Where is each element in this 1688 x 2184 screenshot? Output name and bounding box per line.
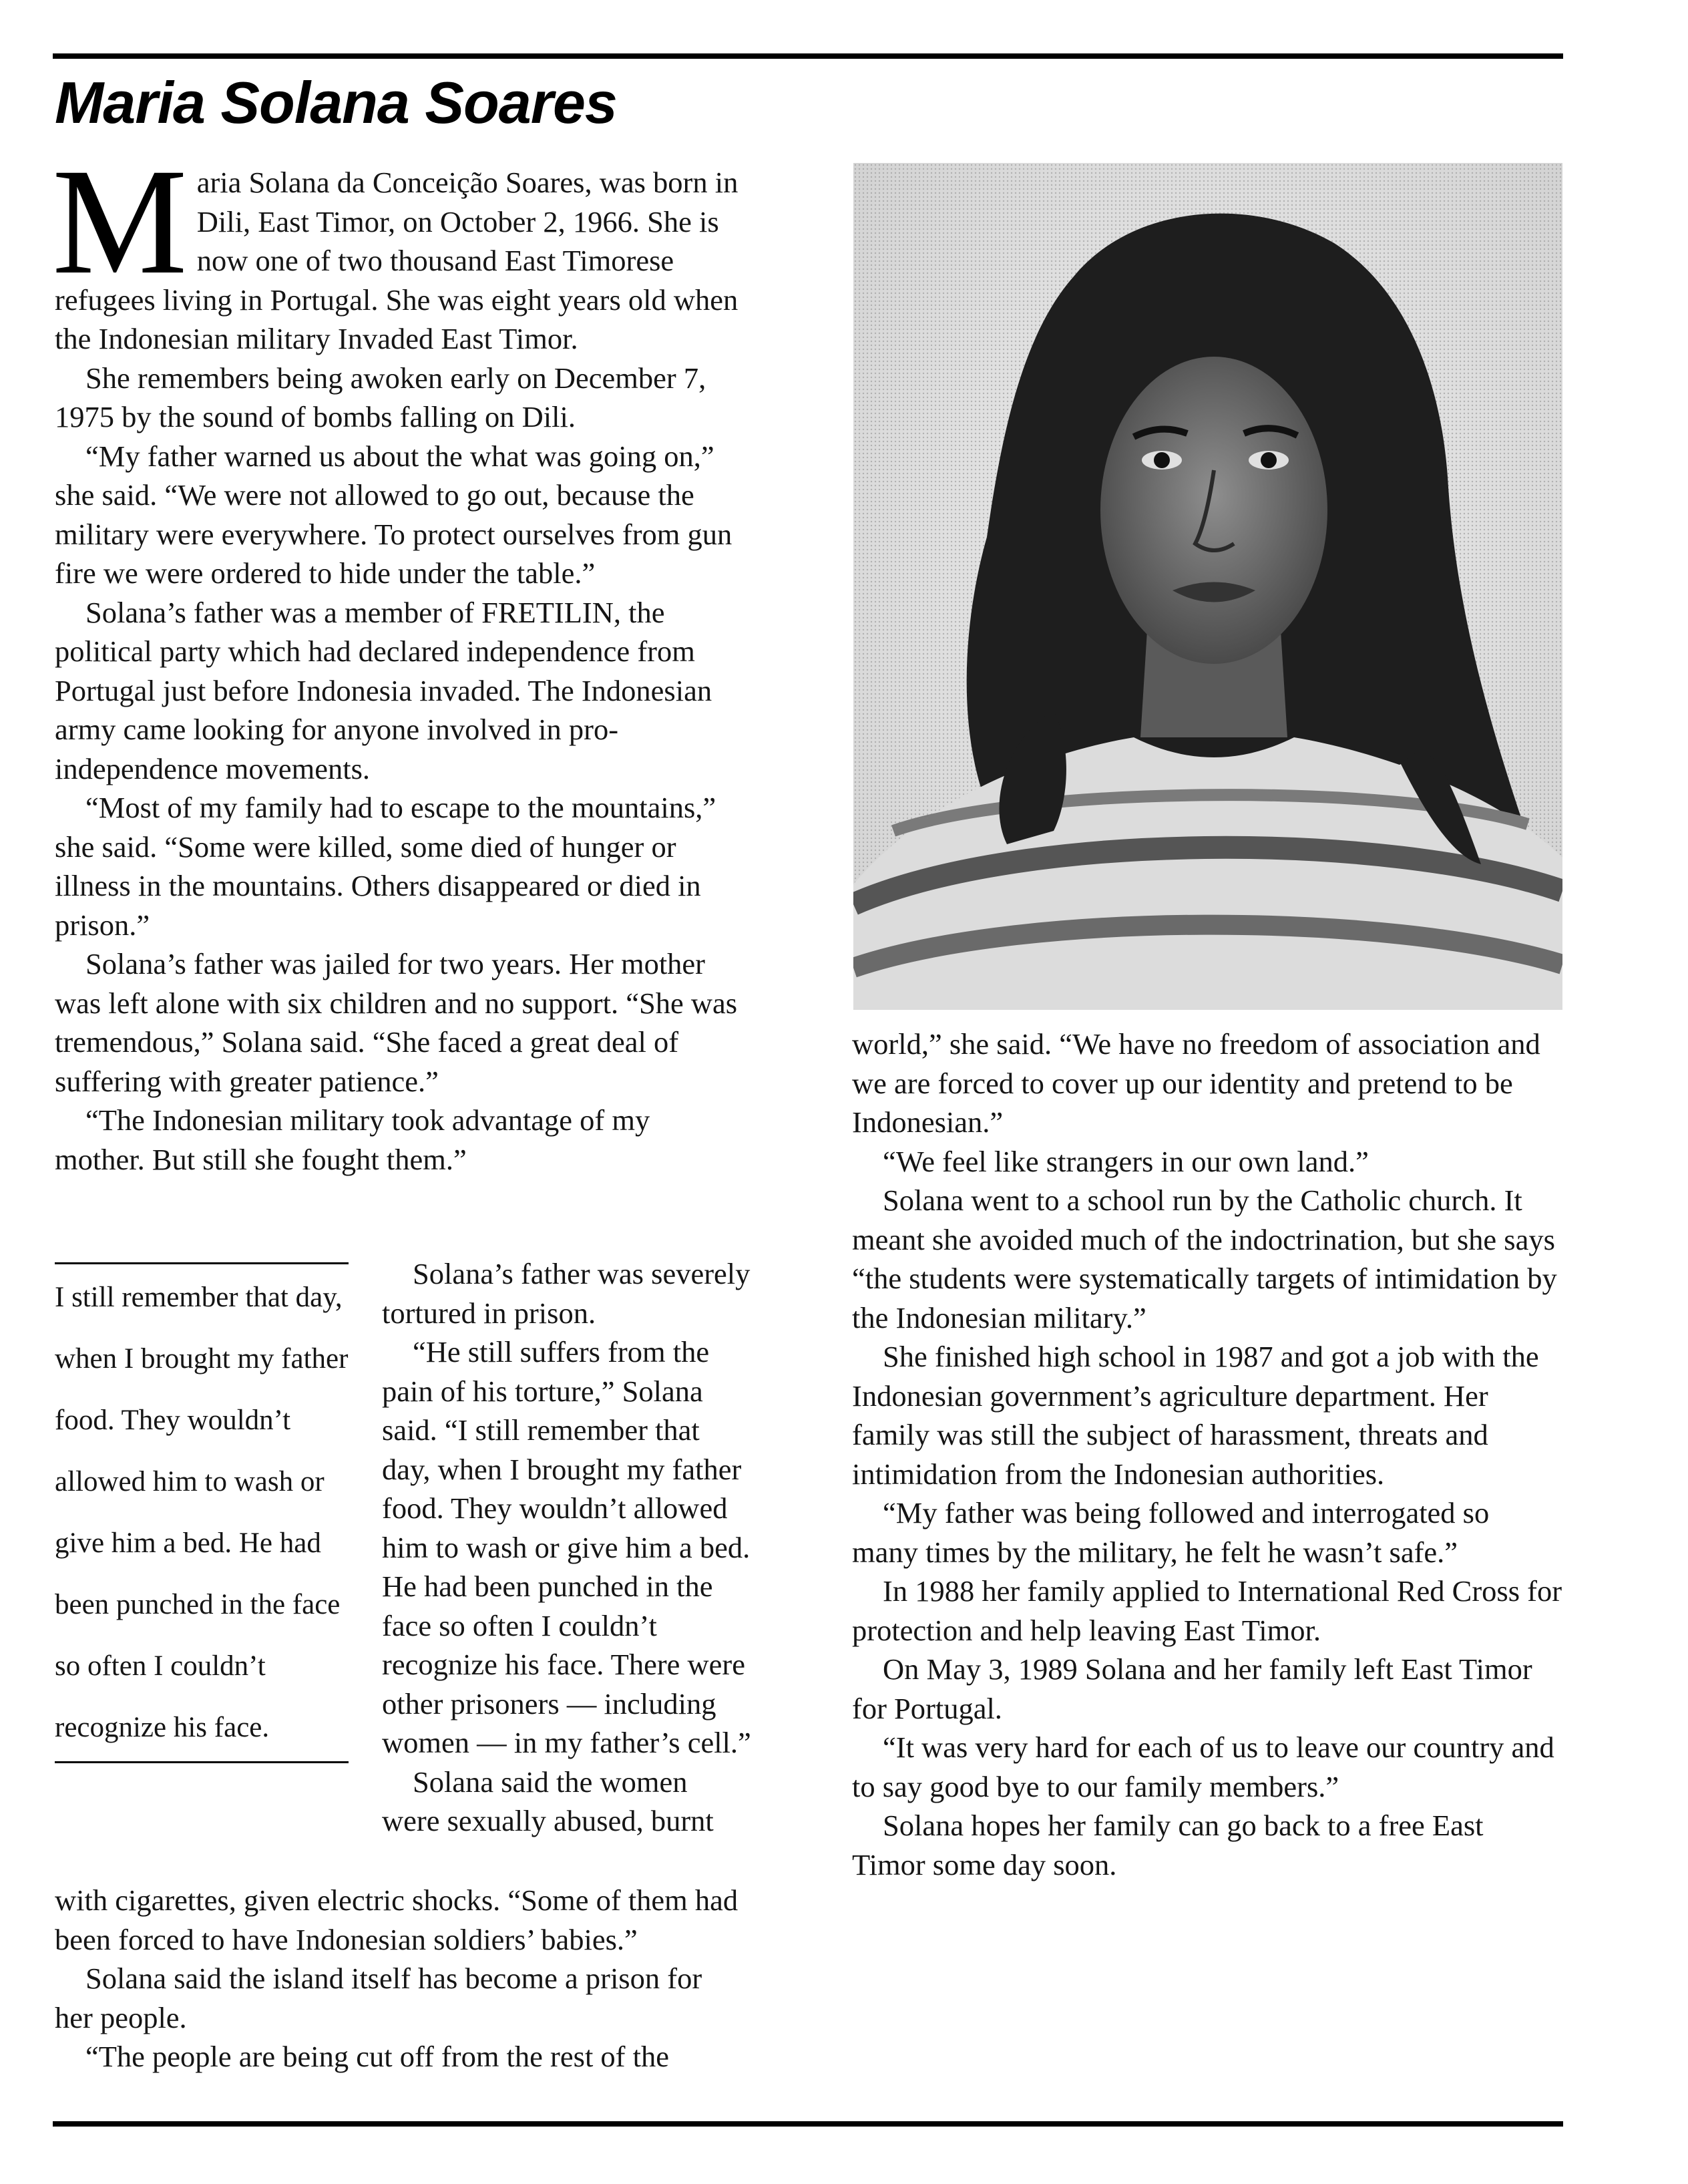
paragraph: Maria Solana da Conceição Soares, was born in Dili, East Timor, on October 2, 1966. She is now one of two thousand East Timorese refugees living in Portugal. She was eight years old when the Indonesian military Invaded East Timor.	[52, 138, 738, 355]
drop-cap: M	[52, 138, 188, 306]
paragraph: “My father was being followed and interrogated so many times by the military, he felt he wasn’t safe.”	[852, 1496, 1490, 1569]
pull-quote-bottom-rule	[55, 1761, 349, 1763]
paragraph: Solana’s father was severely tortured in prison.	[382, 1257, 751, 1330]
paragraph: She finished high school in 1987 and got a job with the Indonesian government’s agriculture department. Her family was still the subject of harassment, threats and intimidation from the Indonesian authorities.	[852, 1340, 1539, 1491]
article-title: Maria Solana Soares	[55, 69, 617, 136]
paragraph: Solana hopes her family can go back to a free East Timor some day soon.	[852, 1809, 1484, 1881]
paragraph: “The Indonesian military took advantage of my mother. But still she fought them.”	[55, 1103, 650, 1176]
right-column	[852, 1025, 1562, 1884]
pull-quote	[55, 1262, 349, 1763]
left-column-continued	[55, 1881, 747, 2076]
paragraph: “He still suffers from the pain of his torture,” Solana said. “I still remember that day, when I brought my father food. They wouldn’t allowed him to wash or give him a bed. He had been punched in the face so often I couldn’t recognize his face. There were other prisoners — including women — in my father’s cell.”	[382, 1335, 751, 1759]
paragraph: world,” she said. “We have no freedom of association and we are forced to cover up our identity and pretend to be Indonesian.”	[852, 1027, 1540, 1139]
paragraph: Solana said the island itself has become a prison for her people.	[55, 1962, 702, 2034]
pull-quote-top-rule	[55, 1262, 349, 1264]
paragraph: She remembers being awoken early on December 7, 1975 by the sound of bombs falling on Dili.	[55, 361, 706, 433]
top-rule	[53, 53, 1563, 59]
paragraph: “Most of my family had to escape to the mountains,” she said. “Some were killed, some died of hunger or illness in the mountains. Others disappeared or died in prison.”	[55, 791, 716, 942]
portrait-photo	[853, 163, 1562, 1010]
left-column	[52, 138, 747, 1179]
bottom-rule	[53, 2121, 1563, 2127]
paragraph: “It was very hard for each of us to leave our country and to say good bye to our family members.”	[852, 1731, 1554, 1803]
paragraph: On May 3, 1989 Solana and her family left East Timor for Portugal.	[852, 1652, 1532, 1725]
paragraph: “The people are being cut off from the rest of the	[85, 2040, 669, 2073]
paragraph: “My father warned us about the what was going on,” she said. “We were not allowed to go out, because the military were everywhere. To protect ourselves from gun fire we were ordered to hide under the table.”	[55, 439, 732, 590]
paragraph: Solana went to a school run by the Catholic church. It meant she avoided much of the indoctrination, but she says “the students were systematically targets of intimidation by the Indonesian military.”	[852, 1184, 1557, 1334]
narrow-column	[382, 1254, 753, 1841]
pull-quote-text: I still remember that day, when I brought my father food. They wouldn’t allowed him to wash or give him a bed. He had been punched in the face so often I couldn’t recognize his face.	[55, 1282, 349, 1743]
paragraph: Solana said the women were sexually abused, burnt	[382, 1765, 714, 1837]
paragraph: with cigarettes, given electric shocks. “Some of them had been forced to have Indonesian soldiers’ babies.”	[55, 1883, 738, 1956]
paragraph: Solana’s father was a member of FRETILIN, the political party which had declared independence from Portugal just before Indonesia invaded. The Indonesian army came looking for anyone involved in pro-independence movements.	[55, 595, 712, 785]
paragraph: “We feel like strangers in our own land.”	[883, 1144, 1369, 1178]
paragraph: In 1988 her family applied to International Red Cross for protection and help leaving East Timor.	[852, 1574, 1562, 1647]
paragraph: Solana’s father was jailed for two years. Her mother was left alone with six children and no support. “She was tremendous,” Solana said. “She faced a great deal of suffering with greater patience.”	[55, 947, 738, 1098]
